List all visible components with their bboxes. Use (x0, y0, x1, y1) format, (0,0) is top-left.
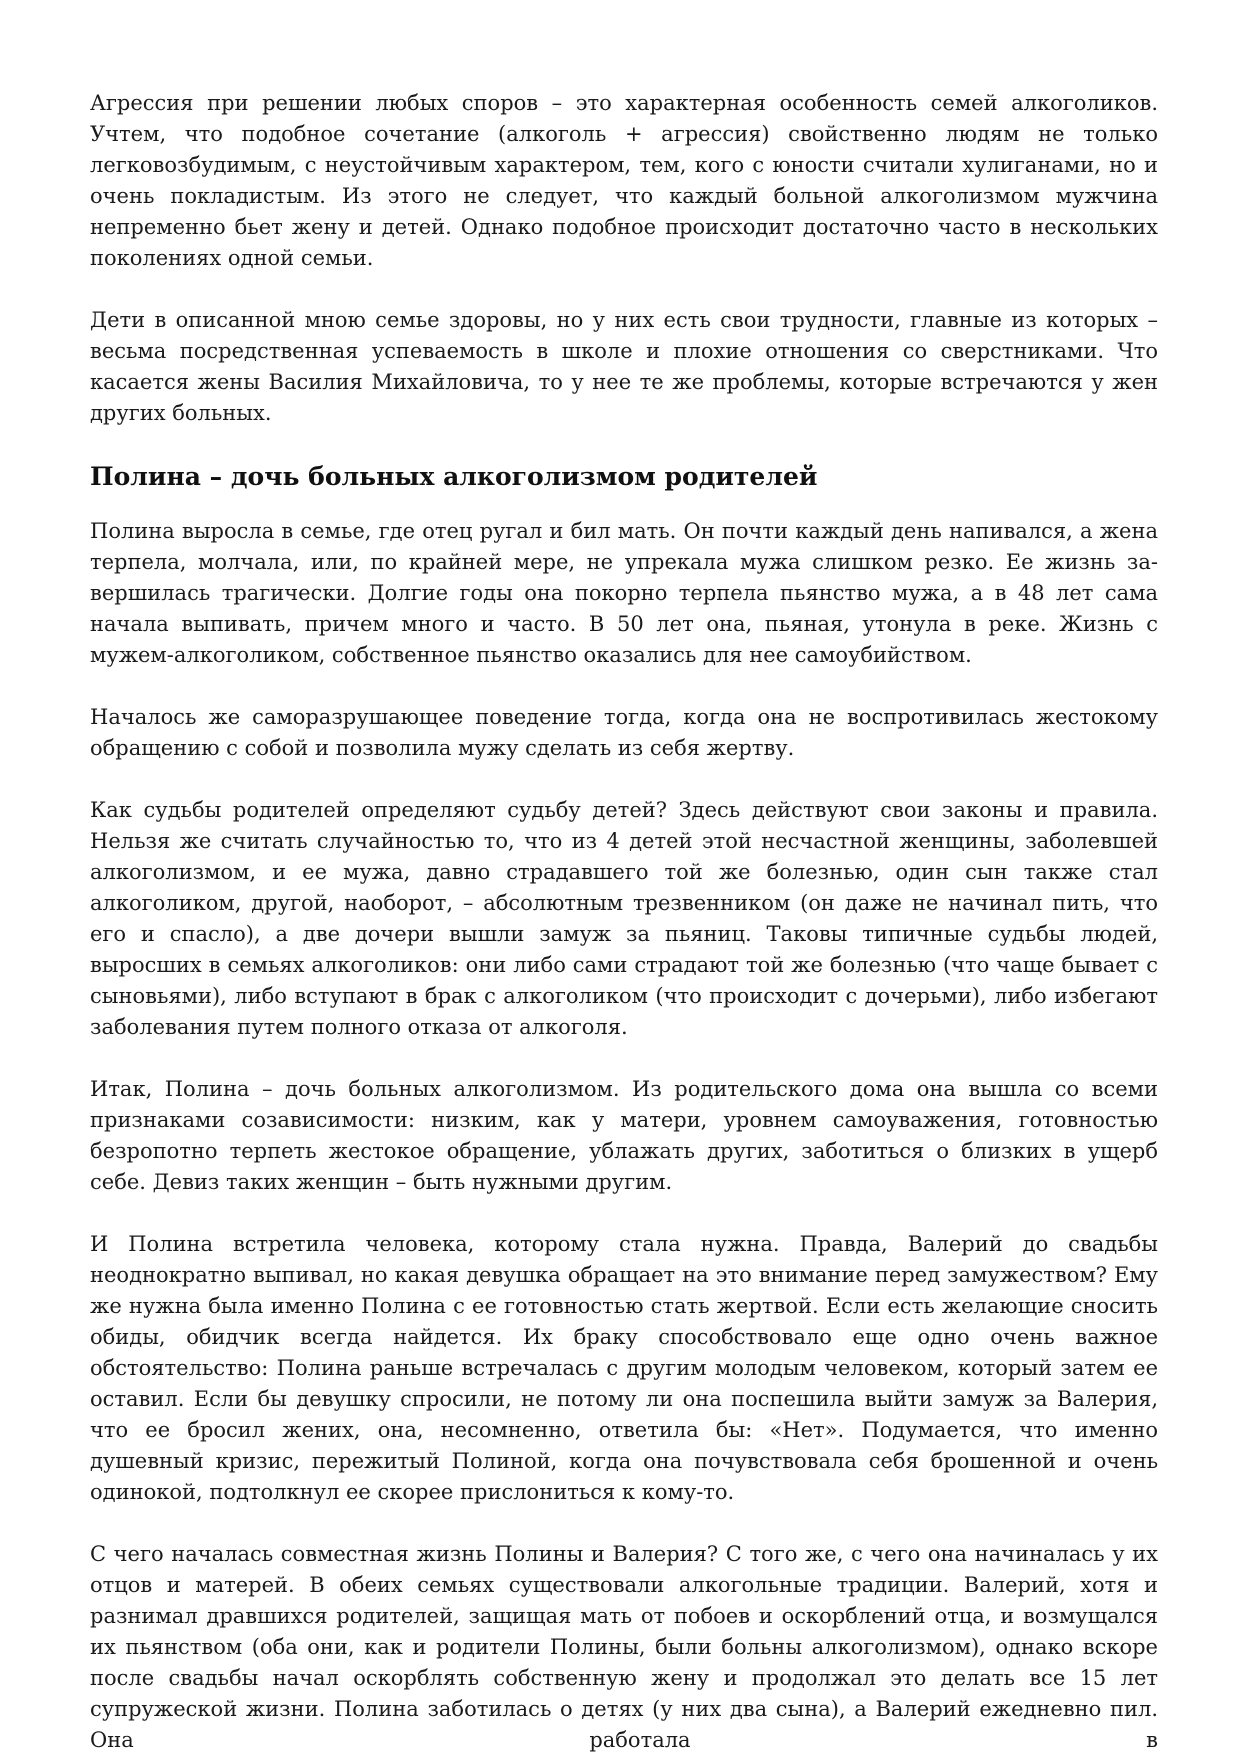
paragraph: Полина выросла в семье, где отец ругал и бил мать. Он почти каждый день напивался, а жена терпела, молчала, или, по крайней мере, не упрекала мужа слишком резко. Ее жизнь завершилась трагически. Долгие годы она покорно терпела пьянство мужа, а в 48 лет сама начала выпивать, причем много и часто. В 50 лет она, пьяная, утонула в реке. Жизнь с мужем-алкоголиком, собственное пьянство оказались для нее самоубийством. (90, 519, 1158, 667)
paragraph: Агрессия при решении любых споров – это характерная особенность семей алкоголиков. Учтем, что подобное сочетание (алкоголь + агрессия) свойственно людям не только легковозбудимым, с неустойчивым характером, тем, кого с юности считали хулиганами, но и очень покладистым. Из этого не следует, что каждый больной алкоголизмом мужчина непременно бьет жену и детей. Однако подобное происходит достаточно часто в нескольких поколениях одной семьи. (90, 91, 1158, 270)
document-page (90, 88, 1158, 1756)
paragraph: Как судьбы родителей определяют судьбу детей? Здесь действуют свои законы и правила. Нельзя же считать случайностью то, что из 4 детей этой несчастной женщины, заболевшей алкоголизмом, и ее мужа, давно страдавшего той же болезнью, один сын также стал алкоголиком, другой, наоборот, – абсолютным трезвенником (он даже не начинал пить, что его и спасло), а две дочери вышли замуж за пьяниц. Таковы типичные судьбы людей, выросших в семьях алкоголиков: они либо сами страдают той же болезнью (что чаще бывает с сыновьями), либо вступают в брак с алкоголиком (что происходит с дочерьми), либо избегают заболевания путем полного отказа от алкоголя. (90, 798, 1158, 1039)
paragraph: Началось же саморазрушающее поведение тогда, когда она не воспротивилась жестокому обращению с собой и позволила мужу сделать из себя жертву. (90, 705, 1158, 760)
paragraph: Итак, Полина – дочь больных алкоголизмом. Из родительского дома она вышла со всеми признаками созависимости: низким, как у матери, уровнем самоуважения, готовностью безропотно терпеть жестокое обращение, ублажать других, заботиться о близких в ущерб себе. Девиз таких женщин – быть нужными другим. (90, 1077, 1158, 1194)
paragraph-continued: С чего началась совместная жизнь Полины и Валерия? С того же, с чего она начиналась у их отцов и матерей. В обеих семьях существовали алкогольные традиции. Валерий, хотя и разнимал дравшихся родителей, защищая мать от побоев и оскорблений отца, и возмущался их пьянством (оба они, как и родители Полины, были больны алкоголизмом), однако вскоре после свадьбы начал оскорблять собственную жену и продолжал это делать все 15 лет супружеской жизни. Полина заботилась о детях (у них два сына), а Валерий ежедневно пил. Она работала в (90, 1542, 1158, 1752)
paragraph: И Полина встретила человека, которому стала нужна. Правда, Валерий до свадьбы неоднократно выпивал, но какая девушка обращает на это внимание перед замужеством? Ему же нужна была именно Полина с ее готовностью стать жертвой. Если есть желающие сносить обиды, обидчик всегда найдется. Их браку способствовало еще одно очень важное обстоятельство: Полина раньше встречалась с другим молодым человеком, который затем ее оставил. Если бы девушку спросили, не потому ли она поспешила выйти замуж за Валерия, что ее бросил жених, она, несомненно, ответила бы: «Нет». Подумается, что именно душевный кризис, пережитый Полиной, когда она почувствовала себя брошенной и очень одинокой, подтолкнул ее скорее прислониться к кому-то. (90, 1232, 1158, 1504)
section-heading: Полина – дочь больных алкоголизмом родителей (90, 462, 818, 491)
paragraph: Дети в описанной мною семье здоровы, но у них есть свои трудности, главные из которых – весьма посредственная успеваемость в школе и плохие отношения со сверстниками. Что касается жены Василия Михайловича, то у нее те же проблемы, которые встречаются у жен других больных. (90, 308, 1158, 425)
